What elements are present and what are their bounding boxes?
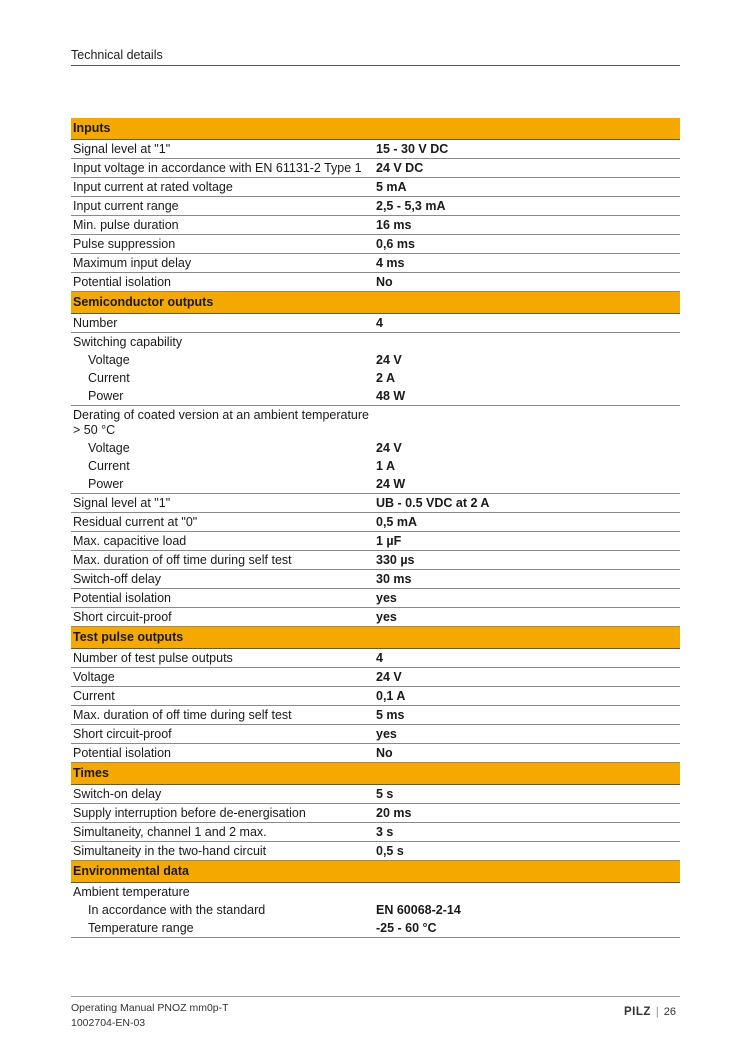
spec-value: 4: [372, 314, 680, 333]
spec-row: [71, 901, 680, 919]
spec-label: In accordance with the standard: [88, 903, 266, 917]
spec-row: [71, 197, 680, 216]
spec-label: Number: [71, 314, 372, 333]
footer-page-info: [624, 1006, 676, 1018]
spec-row: [71, 140, 680, 159]
spec-label: Max. capacitive load: [71, 532, 372, 551]
spec-label: Simultaneity in the two-hand circuit: [71, 842, 372, 861]
spec-row: [71, 551, 680, 570]
spec-value: yes: [372, 608, 680, 627]
section-title: Semiconductor outputs: [71, 292, 680, 314]
spec-label: Signal level at "1": [71, 140, 372, 159]
footer-divider: [71, 996, 680, 997]
spec-row: [71, 369, 680, 387]
pilz-logo: PILZ: [623, 1006, 651, 1018]
spec-label: Switch-on delay: [71, 785, 372, 804]
spec-label: Derating of coated version at an ambient temperature > 50 °C: [73, 408, 370, 437]
spec-row: [71, 706, 680, 725]
spec-value: 0,5 s: [372, 842, 680, 861]
spec-value: 0,6 ms: [372, 235, 680, 254]
spec-row: [71, 159, 680, 178]
spec-row: [71, 314, 680, 333]
spec-value: 15 - 30 V DC: [372, 140, 680, 159]
spec-value: 5 ms: [372, 706, 680, 725]
spec-value: 1 µF: [372, 532, 680, 551]
spec-value: 48 W: [372, 387, 680, 406]
spec-value: 24 V: [376, 441, 402, 455]
spec-value: 30 ms: [372, 570, 680, 589]
spec-label: Switching capability: [73, 335, 183, 349]
spec-label: Number of test pulse outputs: [71, 649, 372, 668]
spec-label: Short circuit-proof: [71, 608, 372, 627]
spec-value: No: [372, 744, 680, 763]
page-header-title: Technical details: [71, 48, 163, 62]
spec-value: 24 V DC: [372, 159, 680, 178]
spec-label: Potential isolation: [71, 589, 372, 608]
spec-value: -25 - 60 °C: [372, 919, 680, 938]
spec-label: Min. pulse duration: [71, 216, 372, 235]
spec-label: Maximum input delay: [71, 254, 372, 273]
spec-row: [71, 883, 680, 902]
spec-row: [71, 387, 680, 406]
spec-row: [71, 178, 680, 197]
spec-value: 1 A: [376, 459, 395, 473]
spec-row: [71, 513, 680, 532]
footer-doc-info: [71, 1001, 229, 1031]
spec-label: Short circuit-proof: [71, 725, 372, 744]
spec-label: Voltage: [88, 441, 130, 455]
spec-label: Max. duration of off time during self test: [71, 706, 372, 725]
spec-label: Max. duration of off time during self test: [71, 551, 372, 570]
spec-label: Power: [71, 475, 372, 494]
section-title: Times: [71, 763, 680, 785]
technical-details-body: [71, 118, 680, 938]
spec-row: [71, 475, 680, 494]
spec-value: 5 s: [372, 785, 680, 804]
spec-row: [71, 532, 680, 551]
spec-value: 4: [372, 649, 680, 668]
spec-row: [71, 589, 680, 608]
spec-label: Power: [71, 387, 372, 406]
spec-value: 0,5 mA: [372, 513, 680, 532]
spec-value: 5 mA: [372, 178, 680, 197]
section-header: [71, 763, 680, 785]
spec-row: [71, 842, 680, 861]
spec-row: [71, 919, 680, 938]
spec-row: [71, 235, 680, 254]
spec-value: [372, 883, 680, 902]
spec-value: 0,1 A: [372, 687, 680, 706]
spec-label: Residual current at "0": [71, 513, 372, 532]
page-number: 26: [663, 1006, 676, 1018]
spec-value: 24 W: [372, 475, 680, 494]
spec-value: 24 V: [372, 668, 680, 687]
spec-label: Input current at rated voltage: [71, 178, 372, 197]
spec-value: yes: [372, 589, 680, 608]
header-divider: [71, 65, 680, 66]
spec-value: EN 60068-2-14: [376, 903, 461, 917]
spec-label: Input current range: [71, 197, 372, 216]
spec-label: Supply interruption before de-energisation: [71, 804, 372, 823]
spec-value: No: [372, 273, 680, 292]
spec-value: [372, 406, 680, 440]
spec-row: [71, 351, 680, 369]
spec-value: 16 ms: [372, 216, 680, 235]
technical-details-table: [71, 118, 680, 938]
spec-value: yes: [372, 725, 680, 744]
spec-value: 2 A: [376, 371, 395, 385]
spec-row: [71, 804, 680, 823]
spec-value: 2,5 - 5,3 mA: [372, 197, 680, 216]
spec-label: Potential isolation: [71, 744, 372, 763]
spec-row: [71, 406, 680, 440]
spec-label: Potential isolation: [71, 273, 372, 292]
spec-row: [71, 785, 680, 804]
spec-label: Voltage: [88, 353, 130, 367]
section-title: Inputs: [71, 118, 680, 140]
section-title: Environmental data: [71, 861, 680, 883]
spec-value: 3 s: [372, 823, 680, 842]
footer-doc-number: 1002704-EN-03: [71, 1017, 146, 1029]
spec-label: Temperature range: [71, 919, 372, 938]
spec-row: [71, 457, 680, 475]
spec-value: 24 V: [376, 353, 402, 367]
spec-label: Current: [71, 687, 372, 706]
spec-value: UB - 0.5 VDC at 2 A: [372, 494, 680, 513]
spec-row: [71, 668, 680, 687]
spec-row: [71, 333, 680, 352]
spec-label: Switch-off delay: [71, 570, 372, 589]
spec-row: [71, 687, 680, 706]
spec-value: [372, 333, 680, 352]
spec-row: [71, 494, 680, 513]
spec-label: Simultaneity, channel 1 and 2 max.: [71, 823, 372, 842]
spec-label: Voltage: [71, 668, 372, 687]
spec-row: [71, 744, 680, 763]
spec-row: [71, 273, 680, 292]
spec-label: Pulse suppression: [71, 235, 372, 254]
spec-label: Input voltage in accordance with EN 61131-2 Type 1: [71, 159, 372, 178]
footer-manual-title: Operating Manual PNOZ mm0p-T: [71, 1002, 229, 1014]
spec-row: [71, 570, 680, 589]
section-header: [71, 627, 680, 649]
section-title: Test pulse outputs: [71, 627, 680, 649]
section-header: [71, 118, 680, 140]
spec-row: [71, 216, 680, 235]
spec-label: Current: [88, 459, 130, 473]
section-header: [71, 861, 680, 883]
spec-row: [71, 725, 680, 744]
spec-value: 20 ms: [372, 804, 680, 823]
spec-row: [71, 649, 680, 668]
spec-row: [71, 254, 680, 273]
spec-value: 330 µs: [372, 551, 680, 570]
footer-separator: |: [655, 1006, 659, 1018]
spec-row: [71, 608, 680, 627]
spec-label: Current: [88, 371, 130, 385]
section-header: [71, 292, 680, 314]
spec-label: Signal level at "1": [71, 494, 372, 513]
spec-row: [71, 439, 680, 457]
spec-value: 4 ms: [372, 254, 680, 273]
spec-label: Ambient temperature: [73, 885, 190, 899]
spec-row: [71, 823, 680, 842]
